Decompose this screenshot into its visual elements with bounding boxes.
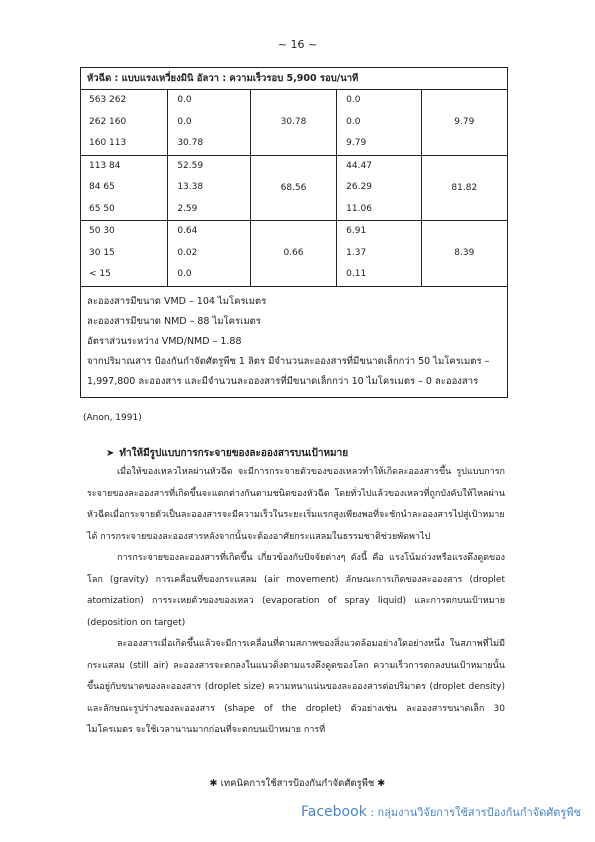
cum-value: 1.37 <box>346 247 367 258</box>
group-1-subtotal: 30.78 <box>250 90 336 156</box>
group-2-total: 81.82 <box>421 155 507 221</box>
footer-facebook <box>301 803 581 821</box>
range-cell-group-2 <box>81 155 168 221</box>
citation: (Anon, 1991) <box>83 413 142 423</box>
pct-value: 0.64 <box>177 226 198 236</box>
range-value: 113 84 <box>89 160 121 171</box>
pct-value: 30.78 <box>177 138 204 148</box>
table-summary <box>81 286 508 397</box>
group-2-subtotal: 68.56 <box>250 155 336 221</box>
range-value: 50 30 <box>89 226 115 236</box>
table-header: หัวฉีด : แบบแรงเหวี่ยงมินิ อัลวา : ความเร็วรอบ 5,900 รอบ/นาที <box>81 68 508 90</box>
group-3-subtotal: 0.66 <box>250 221 336 287</box>
section-heading <box>106 446 348 461</box>
range-value: 30 15 <box>89 247 115 258</box>
cum-value: 9.79 <box>346 138 367 148</box>
footer-title: ✱ เทคนิคการใช้สารป้องกันกำจัดศัตรูพืช ✱ <box>209 778 386 789</box>
cum-value: 26.29 <box>346 182 372 192</box>
range-value: 563 262 <box>89 95 127 105</box>
droplet-size-table <box>80 67 508 398</box>
cum-value: 6.91 <box>346 226 367 236</box>
pct-value: 0.0 <box>177 269 192 279</box>
paragraph: ละอองสารเมื่อเกิดขึ้นแล้วจะมีการเคลื่อนที่ตามสภาพของสิ่งแวดล้อมอย่างใดอย่างหนึ่ง ในสภาพที่ไม่มีกระแสลม (still air) ละอองสารจะตกลงในแนวดิ่งตามแรงดึงดูดของโลก ความเร็วการตกลงบนเป้าหมายนั้น ขึ้นอยู่กับขนาดของละอองสาร (droplet size) ความหนาแน่นของละอองสารต่อปริมาตร (droplet density) และลักษณะรูปร่างของละอองสาร (shape of the droplet) ตัวอย่างเช่น ละอองสารขนาดเล็ก 30 ไมโครเมตร จะใช้เวลานานมากก่อนที่จะตกบนเป้าหมาย การที่ <box>87 639 505 735</box>
paragraph: เมื่อให้ของเหลวไหลผ่านหัวฉีด จะมีการกระจายตัวของของเหลวทำให้เกิดละอองสารขึ้น รูปแบบการกระจายของละอองสารที่เกิดขึ้นจะแตกต่างกันตามชนิดของหัวฉีด โดยทั่วไปแล้วของเหลวที่ถูกบังคับให้ไหลผ่านหัวฉีดเมื่อกระจายตัวเป็นละอองสารจะมีความเร็วในระยะเริ่มแรกสูงเพียงพอที่จะชักนำละอองสารไปสู่เป้าหมายได้ การกระจายของละอองสารหลังจากนั้นจะต้องอาศัยกระแสลมในธรรมชาติช่วยพัดพาไป <box>87 467 505 542</box>
range-value: 262 160 <box>89 116 127 127</box>
pct-cell-group-3 <box>168 221 250 287</box>
pct-cell-group-1 <box>168 90 250 156</box>
arrow-bullet-icon: ➤ <box>106 448 115 459</box>
group-3-total: 8.39 <box>421 221 507 287</box>
facebook-label: Facebook <box>301 804 367 820</box>
cum-value: 0.0 <box>346 95 361 105</box>
pct-value: 0.0 <box>177 116 192 127</box>
summary-line: อัตราส่วนระหว่าง VMD/NMD – 1.88 <box>87 335 242 347</box>
pct-value: 52.59 <box>177 160 204 171</box>
summary-line: ละอองสารมีขนาด VMD – 104 ไมโครเมตร <box>87 295 267 307</box>
cum-value: 11.06 <box>346 203 372 214</box>
range-value: 160 113 <box>89 138 127 148</box>
cum-cell-group-1 <box>337 90 421 156</box>
pct-value: 13.38 <box>177 182 204 192</box>
page-number: ~ 16 ~ <box>277 38 318 51</box>
cum-value: 44.47 <box>346 160 372 171</box>
range-value: 65 50 <box>89 203 115 214</box>
group-1-total: 9.79 <box>421 90 507 156</box>
pct-cell-group-2 <box>168 155 250 221</box>
pct-value: 0.0 <box>177 95 192 105</box>
range-value: < 15 <box>89 269 111 279</box>
summary-line: จากปริมาณสาร ป้องกันกำจัดศัตรูพืช 1 ลิตร มีจำนวนละอองสารที่มีขนาดเล็กกว่า 50 ไมโครเมตร – 1,997,800 ละอองสาร และมีจำนวนละอองสารที่มีขนาดเล็กกว่า 10 ไมโครเมตร – 0 ละอองสาร <box>87 355 490 387</box>
cum-cell-group-2 <box>337 155 421 221</box>
range-cell-group-3 <box>81 221 168 287</box>
paragraph: การกระจายของละอองสารที่เกิดขึ้น เกี่ยวข้องกับปัจจัยต่างๆ ดังนี้ คือ แรงโน้มถ่วงหรือแรงดึงดูดของโลก (gravity) การเคลื่อนที่ของกระแสลม (air movement) ลักษณะการเกิดของละอองสาร (droplet atomization) การระเหยตัวของของเหลว (evaporation of spray liquid) และการตกบนเป้าหมาย (deposition on target) <box>87 553 505 628</box>
range-value: 84 65 <box>89 182 115 192</box>
pct-value: 0.02 <box>177 247 198 258</box>
section-heading-text: ทำให้มีรูปแบบการกระจายของละอองสารบนเป้าหมาย <box>119 448 349 459</box>
body-text <box>87 462 505 742</box>
range-cell-group-1 <box>81 90 168 156</box>
summary-line: ละอองสารมีขนาด NMD – 88 ไมโครเมตร <box>87 315 261 327</box>
facebook-group-name: : กลุ่มงานวิจัยการใช้สารป้องกันกำจัดศัตรูพืช <box>370 806 581 819</box>
pct-value: 2.59 <box>177 203 198 214</box>
cum-value: 0.0 <box>346 116 361 127</box>
cum-cell-group-3 <box>337 221 421 287</box>
cum-value: 0.11 <box>346 269 367 279</box>
